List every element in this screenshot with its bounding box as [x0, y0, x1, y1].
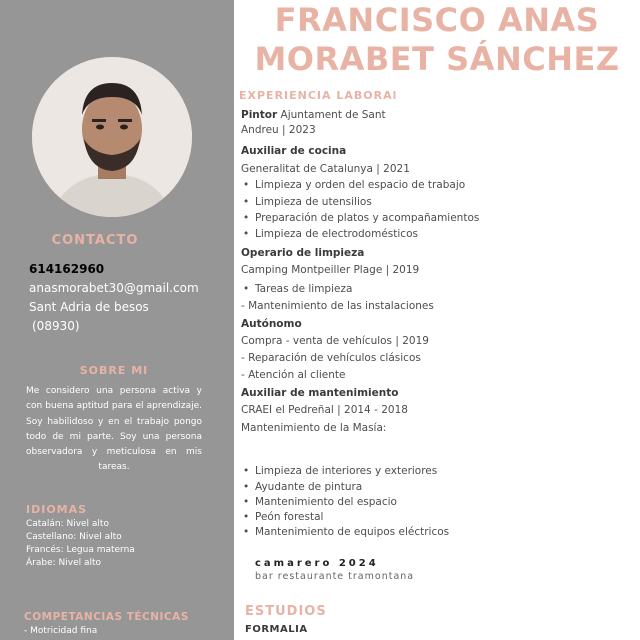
job4-place: Compra - venta de vehículos | 2019: [241, 335, 429, 347]
job2-task: • Limpieza y orden del espacio de trabajo: [255, 179, 465, 191]
job2-task: • Limpieza de electrodomésticos: [255, 228, 418, 240]
job5-subtitle: Mantenimiento de la Masía:: [241, 422, 387, 434]
job5-task: • Mantenimiento del espacio: [255, 496, 397, 508]
job5-task: • Ayudante de pintura: [255, 481, 362, 493]
job2-role: Auxiliar de cocina: [241, 145, 347, 157]
job1-line1: [241, 109, 386, 121]
experience-heading: EXPERIENCIA LABORAl: [239, 89, 398, 102]
languages-heading: IDIOMAS: [26, 503, 88, 516]
job4-line: - Atención al cliente: [241, 369, 346, 381]
job2-task: • Preparación de platos y acompañamientos: [255, 212, 479, 224]
profile-photo: [32, 57, 192, 217]
language-item: Francés: Legua materna: [26, 545, 135, 555]
job3-extra: - Mantenimiento de las instalaciones: [241, 300, 434, 312]
email-address: anasmorabet30@gmail.com: [29, 281, 199, 295]
job5-role: Auxiliar de mantenimiento: [241, 387, 399, 399]
language-item: Árabe: Nivel alto: [26, 558, 102, 568]
postal-code: (08930): [32, 319, 80, 333]
job4-role: Autónomo: [241, 318, 302, 330]
job6-place: bar restaurante tramontana: [255, 571, 415, 582]
job3-task: • Tareas de limpieza: [255, 283, 352, 295]
job2-place: Generalitat de Catalunya | 2021: [241, 163, 410, 175]
job6-role: camarero 2024: [255, 558, 379, 569]
sidebar: [0, 0, 234, 640]
job3-role: Operario de limpieza: [241, 247, 365, 259]
name-line-1: FRANCISCO ANAS: [274, 1, 600, 39]
city: Sant Adria de besos: [29, 300, 149, 314]
languages-list: [26, 518, 135, 570]
job1-place-a: Ajuntament de Sant: [280, 109, 386, 121]
education-heading: ESTUDIOS: [245, 604, 327, 619]
competencies-list: [24, 626, 97, 636]
language-item: Castellano: Nivel alto: [26, 532, 122, 542]
about-text: Me considero una persona activa y con buena aptitud para el aprendizaje. Soy habilidoso y en el trabajo pongo todo de mi parte. Soy una persona observadora y meticulosa en mis tareas.: [26, 386, 202, 473]
job4-line: - Reparación de vehículos clásicos: [241, 352, 421, 364]
contact-heading: CONTACTO: [51, 233, 139, 248]
main-content: [234, 0, 640, 640]
competencies-heading: COMPETANCIAS TÉCNICAS: [24, 611, 189, 623]
language-item: Catalán: Nivel alto: [26, 519, 109, 529]
portrait-image: [32, 57, 192, 217]
phone-number: 614162960: [29, 262, 105, 276]
about-heading: SOBRE MI: [79, 364, 149, 377]
job2-task: • Limpieza de utensilios: [255, 196, 372, 208]
education-sub: FORMALIA: [245, 624, 308, 635]
name-line-2: MORABET SÁNCHEZ: [254, 40, 620, 78]
job5-task: • Peón forestal: [255, 511, 323, 523]
job1-role: Pintor: [241, 109, 278, 121]
job5-place: CRAEI el Pedreñal | 2014 - 2018: [241, 404, 408, 416]
job3-place: Camping Montpeiller Plage | 2019: [241, 264, 420, 276]
job1-place-b: Andreu | 2023: [241, 124, 316, 136]
job5-task: • Limpieza de interiores y exteriores: [255, 465, 437, 477]
competency-item: - Motricidad fina: [24, 626, 98, 636]
job5-task: • Mantenimiento de equipos eléctricos: [255, 526, 449, 538]
